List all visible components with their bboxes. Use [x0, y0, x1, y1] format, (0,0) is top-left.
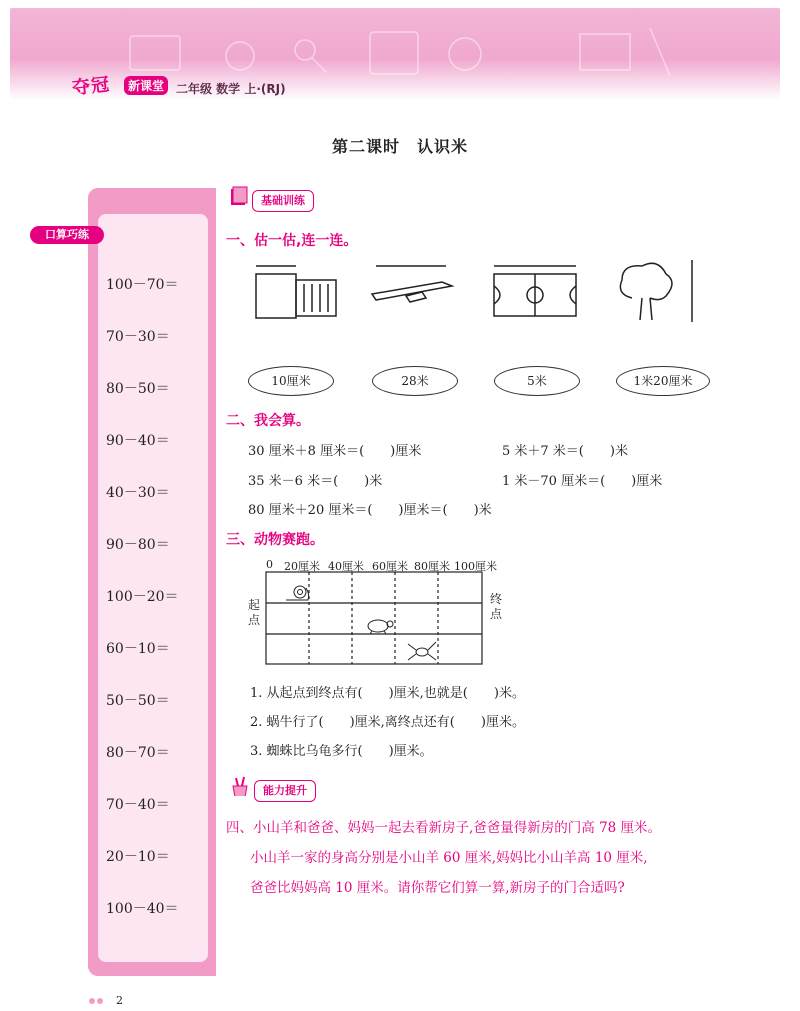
q1-heading: 一、估一估,连一连。 — [226, 233, 358, 249]
q3-question: 3. 蜘蛛比乌龟多行( )厘米。 — [250, 744, 433, 759]
q4-line: 四、小山羊和爸爸、妈妈一起去看新房子,爸爸量得新房的门高 78 厘米。 — [226, 820, 662, 836]
calc-item: 60－10＝ — [106, 641, 170, 657]
scale-label: 80厘米 — [414, 560, 450, 573]
spider-icon — [408, 642, 436, 660]
q2-problem: 5 米＋7 米＝( )米 — [502, 444, 628, 459]
scale-label: 0 — [266, 558, 273, 571]
tree-drawing — [620, 260, 692, 322]
brand-sub-logo: 新课堂 — [124, 76, 168, 95]
q2-problem: 30 厘米＋8 厘米＝( )厘米 — [248, 444, 422, 459]
bed-drawing — [256, 266, 336, 318]
calc-item: 70－30＝ — [106, 329, 170, 345]
length-cloud: 10厘米 — [248, 366, 334, 396]
turtle-icon — [368, 620, 393, 634]
q4-line: 小山羊一家的身高分别是小山羊 60 厘米,妈妈比小山羊高 10 厘米, — [250, 850, 648, 866]
calc-item: 40－30＝ — [106, 485, 170, 501]
q2-heading: 二、我会算。 — [226, 413, 310, 429]
race-grid — [246, 556, 486, 668]
books-icon — [230, 186, 248, 206]
q2-problem: 80 厘米＋20 厘米＝( )厘米＝( )米 — [248, 503, 492, 518]
q3-question: 2. 蜗牛行了( )厘米,离终点还有( )厘米。 — [250, 715, 525, 730]
pencil-cup-icon — [230, 776, 248, 796]
q2-problem: 1 米－70 厘米＝( )厘米 — [502, 474, 663, 489]
oral-calc-badge: 口算巧练 — [30, 226, 104, 244]
ability-badge: 能力提升 — [254, 780, 316, 802]
calc-item: 20－10＝ — [106, 849, 170, 865]
court-drawing — [494, 266, 576, 316]
brand-logo: 夺冠 — [71, 74, 112, 99]
stationery-illustration — [120, 18, 680, 88]
length-cloud: 5米 — [494, 366, 580, 396]
scale-label: 60厘米 — [372, 560, 408, 573]
calc-item: 90－40＝ — [106, 433, 170, 449]
grade-subject: 二年级 数学 上·(RJ) — [176, 82, 286, 96]
calc-item: 80－70＝ — [106, 745, 170, 761]
calc-item: 100－70＝ — [106, 277, 179, 293]
q3-heading: 三、动物赛跑。 — [226, 532, 324, 548]
page-number: 2 — [116, 994, 123, 1007]
scale-label: 100厘米 — [454, 560, 497, 573]
length-cloud: 1米20厘米 — [616, 366, 710, 396]
scale-label: 40厘米 — [328, 560, 364, 573]
q3-question: 1. 从起点到终点有( )厘米,也就是( )米。 — [250, 686, 525, 701]
q1-illustrations — [246, 258, 716, 328]
scale-label: 20厘米 — [284, 560, 320, 573]
calc-item: 80－50＝ — [106, 381, 170, 397]
q4-line: 爸爸比妈妈高 10 厘米。请你帮它们算一算,新房子的门合适吗? — [250, 880, 625, 896]
start-label: 起点 — [248, 598, 261, 627]
length-cloud: 28米 — [372, 366, 458, 396]
q2-problem: 35 米－6 米＝( )米 — [248, 474, 383, 489]
pocketknife-drawing — [372, 266, 452, 302]
calc-item: 70－40＝ — [106, 797, 170, 813]
basic-training-badge: 基础训练 — [252, 190, 314, 212]
calc-item: 50－50＝ — [106, 693, 170, 709]
footer-dots — [88, 996, 108, 1006]
calc-item: 100－40＝ — [106, 901, 179, 917]
page-header — [0, 0, 800, 108]
lesson-title: 第二课时 认识米 — [331, 137, 468, 156]
snail-icon — [286, 586, 309, 600]
calc-item: 90－80＝ — [106, 537, 170, 553]
end-label: 终点 — [490, 592, 503, 621]
calc-item: 100－20＝ — [106, 589, 179, 605]
